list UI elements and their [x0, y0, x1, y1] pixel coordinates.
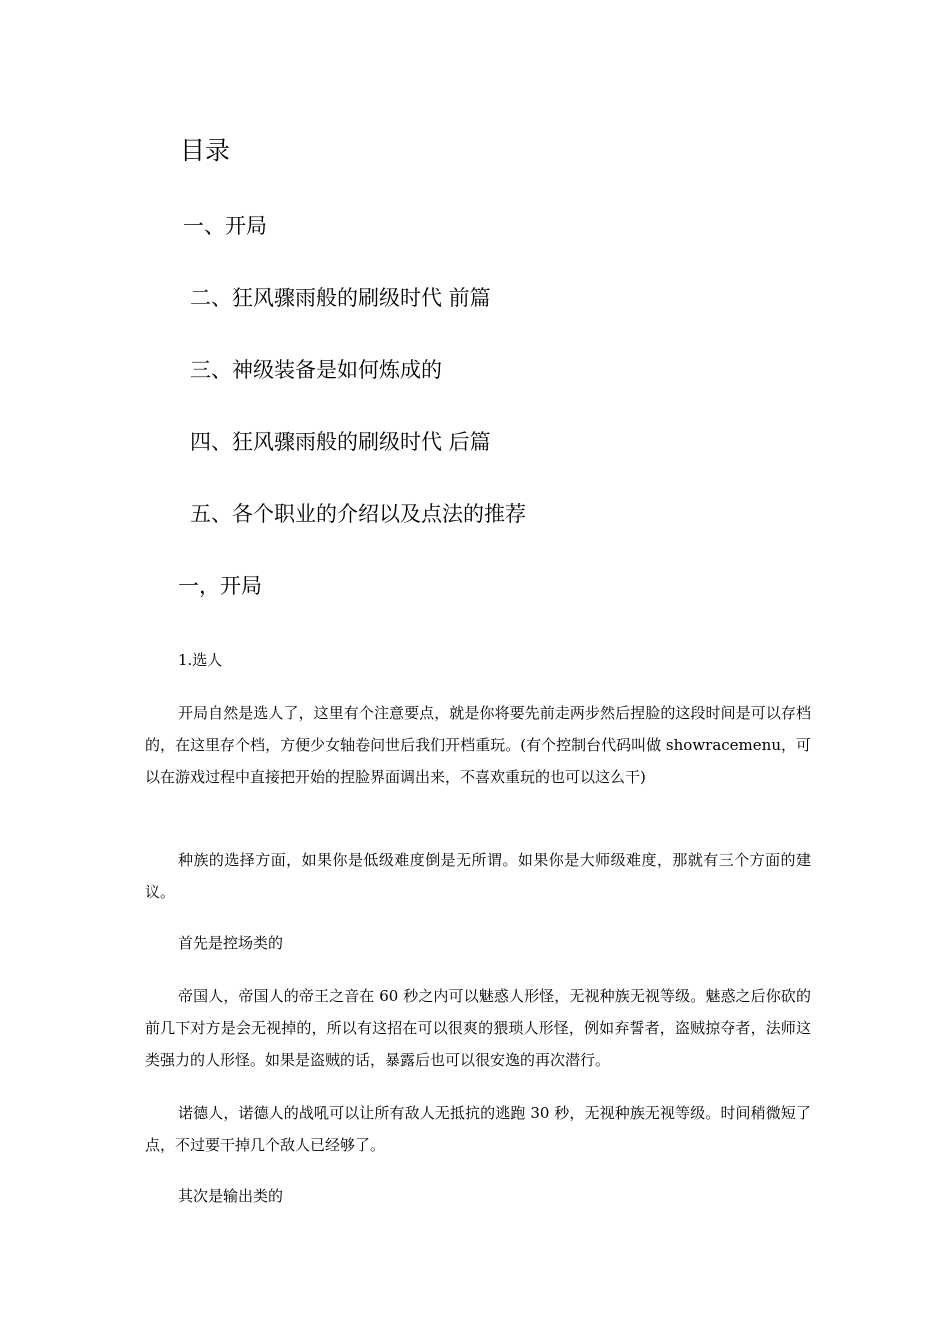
- section-title: 一，开局: [178, 574, 262, 598]
- paragraph-heading-control: 首先是控场类的: [178, 934, 284, 952]
- toc-item-5: 五、各个职业的介绍以及点法的推荐: [190, 502, 526, 526]
- toc-title: 目录: [180, 136, 231, 165]
- toc-item-3: 三、神级装备是如何炼成的: [190, 358, 442, 382]
- toc-item-2: 二、狂风骤雨般的刷级时代 前篇: [190, 286, 491, 310]
- toc-item-4: 四、狂风骤雨般的刷级时代 后篇: [190, 430, 491, 454]
- paragraph-1: 开局自然是选人了，这里有个注意要点，就是你将要先前走两步然后捏脸的这段时间是可以存档的，在这里存个档，方便少女轴卷问世后我们开档重玩。(有个控制台代码叫做 showracemenu，可以在游戏过程中直接把开始的捏脸界面调出来，不喜欢重玩的也可以这么干): [145, 704, 811, 786]
- sub-title: 1.选人: [178, 651, 223, 669]
- toc-item-1: 一、开局: [183, 214, 267, 238]
- paragraph-heading-output: 其次是输出类的: [178, 1187, 284, 1205]
- paragraph-2: 种族的选择方面，如果你是低级难度倒是无所谓。如果你是大师级难度，那就有三个方面的建议。: [145, 851, 811, 901]
- paragraph-3: 帝国人，帝国人的帝王之音在 60 秒之内可以魅惑人形怪，无视种族无视等级。魅惑之后你砍的前几下对方是会无视掉的，所以有这招在可以很爽的猥琐人形怪，例如弃誓者，盗贼掠夺者，法师这类强力的人形怪。如果是盗贼的话，暴露后也可以很安逸的再次潜行。: [145, 987, 811, 1069]
- paragraph-4: 诺德人，诺德人的战吼可以让所有敌人无抵抗的逃跑 30 秒，无视种族无视等级。时间稍微短了点，不过要干掉几个敌人已经够了。: [145, 1104, 811, 1154]
